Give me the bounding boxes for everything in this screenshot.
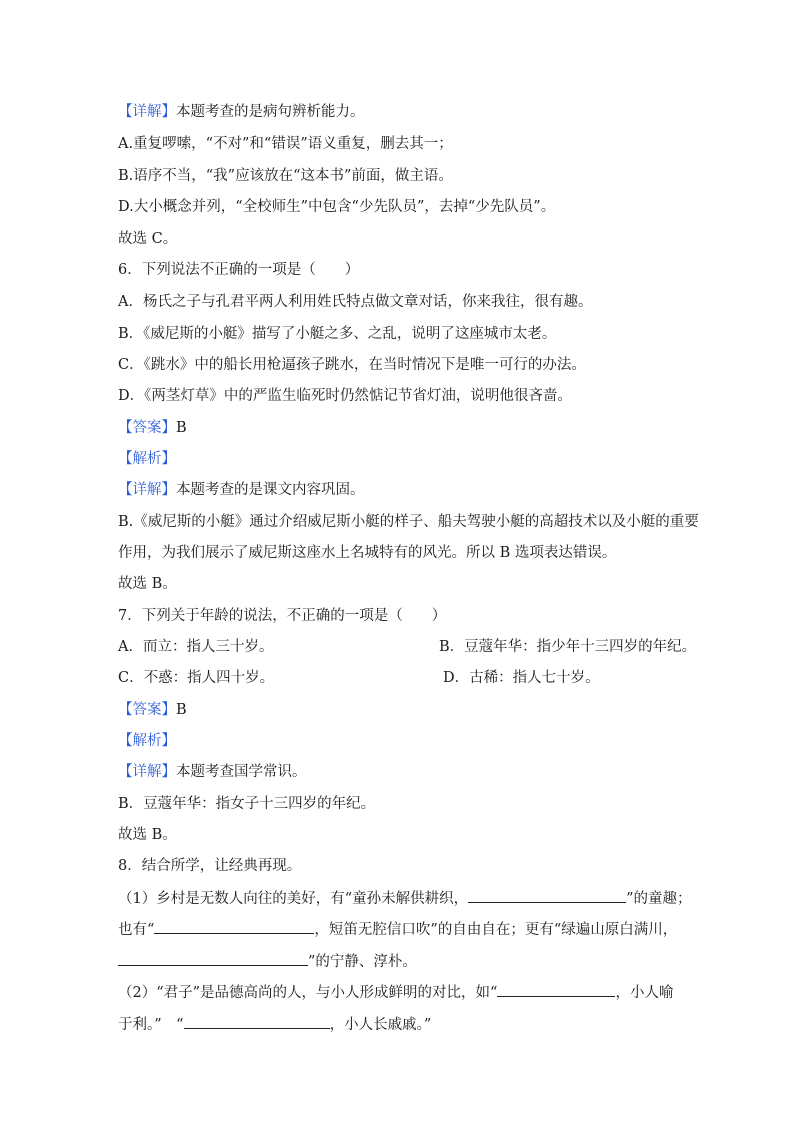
question-6-option-a: A．杨氏之子与孔君平两人利用姓氏特点做文章对话，你来我往，很有趣。 (118, 294, 593, 310)
question-8-line-2: 也有“ ，短笛无腔信口吹”的自由自在；更有“绿遍山原白满川， (118, 919, 677, 940)
question-6-option-d: D．《两茎灯草》中的严监生临死时仍然惦记节省灯油，说明他很吝啬。 (118, 388, 572, 404)
fill-blank[interactable] (468, 888, 626, 903)
question-7: 7．下列关于年龄的说法，不正确的一项是（ ） (118, 608, 447, 624)
question-6-option-b: B．《威尼斯的小艇》描写了小艇之多、之乱，说明了这座城市太老。 (118, 326, 557, 342)
fill-blank[interactable] (118, 951, 308, 966)
detail-7-conclusion: 故选 B。 (118, 827, 177, 843)
line-answer-c: 故选 C。 (118, 231, 178, 247)
answer-tag: 【答案】 (118, 702, 176, 718)
question-8-line-4: （2）“君子”是品德高尚的人，与小人形成鲜明的对比，如“ ，小人喻 (118, 982, 673, 1003)
answer-7: 【答案】B (118, 702, 187, 718)
line-detail-intro: 【详解】本题考查的是病句辨析能力。 (118, 104, 365, 120)
question-8: 8．结合所学，让经典再现。 (118, 858, 302, 874)
question-6-option-c: C．《跳水》中的船长用枪逼孩子跳水，在当时情况下是唯一可行的办法。 (118, 357, 586, 373)
analysis-7-tag: 【解析】 (118, 733, 176, 749)
detail-6-line-1: B.《威尼斯的小艇》通过介绍威尼斯小艇的样子、船夫驾驶小艇的高超技术以及小艇的重要 (118, 514, 699, 530)
detail-tag: 【详解】 (118, 104, 176, 120)
question-7-option-d: D．古稀：指人七十岁。 (443, 670, 600, 686)
line-option-a-explain: A.重复啰嗦，“不对”和“错误”语义重复，删去其一； (118, 136, 453, 152)
line-option-b-explain: B.语序不当，“我”应该放在“这本书”前面，做主语。 (118, 168, 453, 184)
question-8-line-1: （1）乡村是无数人向往的美好，有“童孙未解供耕织， ”的童趣； (118, 888, 692, 909)
fill-blank[interactable] (154, 919, 314, 934)
question-6: 6．下列说法不正确的一项是（ ） (118, 262, 360, 278)
fill-blank[interactable] (497, 982, 615, 997)
detail-7-line-1: B．豆蔻年华：指女子十三四岁的年纪。 (118, 796, 376, 812)
answer-6: 【答案】B (118, 420, 187, 436)
detail-6: 【详解】本题考查的是课文内容巩固。 (118, 482, 365, 498)
answer-tag: 【答案】 (118, 420, 176, 436)
question-7-option-b: B．豆蔻年华：指少年十三四岁的年纪。 (439, 639, 697, 655)
detail-6-line-2: 作用，为我们展示了威尼斯这座水上名城特有的风光。所以 B 选项表达错误。 (118, 545, 617, 561)
question-8-line-5: 于利。” “ ，小人长戚戚。” (118, 1014, 431, 1035)
detail-7: 【详解】本题考查国学常识。 (118, 764, 307, 780)
question-7-option-c: C．不惑：指人四十岁。 (118, 670, 275, 686)
question-8-line-3: ”的宁静、淳朴。 (118, 951, 417, 972)
question-7-option-a: A．而立：指人三十岁。 (118, 639, 274, 655)
detail-6-conclusion: 故选 B。 (118, 576, 177, 592)
fill-blank[interactable] (184, 1014, 330, 1029)
line-option-d-explain: D.大小概念并列，“全校师生”中包含“少先队员”，去掉“少先队员”。 (118, 199, 556, 215)
detail-tag: 【详解】 (118, 482, 176, 498)
analysis-6-tag: 【解析】 (118, 451, 176, 467)
detail-tag: 【详解】 (118, 764, 176, 780)
